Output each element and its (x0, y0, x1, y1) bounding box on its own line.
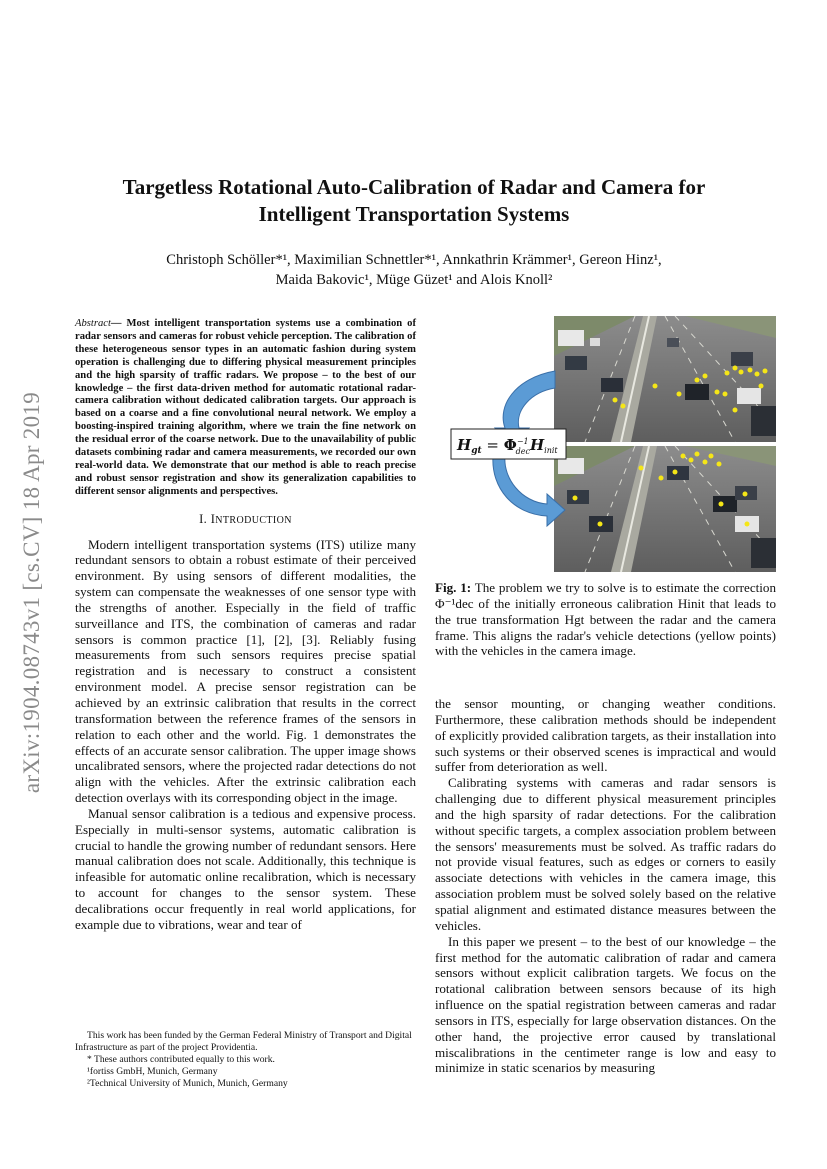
camera-image-calibrated (554, 446, 776, 572)
intro-paragraph-1: Modern intelligent transportation systems (ITS) utilize many redundant sensors to obtain a robust estimate of their perceived environment. By using sensors of different modalities, the system can compensate the weaknesses of one sensor type with the strengths of another. Especially in the field of traffic surveillance and ITS, the combination of cameras and radar sensors is common practice [1], [2], [3]. Reliably fusing measurements from such sensors requires precise spatial registration and is necessary to construct a consistent environment model. A precise sensor registration can be achieved by an extrinsic calibration that results in the correct transformation between the reference frames of the sensors in relation to each other and the world. Fig. 1 demonstrates the effects of an accurate sensor calibration. The upper image shows uncalibrated sensors, where the projected radar detections do not align with the vehicles. After the extrinsic calibration each detection overlays with its corresponding object in the image. (75, 536, 416, 806)
calibration-formula (451, 429, 566, 459)
figure-1-graphic (435, 316, 776, 576)
camera-image-uncalibrated (554, 316, 776, 442)
figure-1 (435, 316, 776, 576)
left-column (75, 318, 416, 933)
right-column (435, 696, 776, 1076)
title-line-2: Intelligent Transportation Systems (258, 202, 570, 226)
formula-rhs-sub: init (544, 446, 558, 455)
authors-line-1: Christoph Schöller*¹, Maximilian Schnettler*¹, Annkathrin Krämmer¹, Gereon Hinz¹, (166, 252, 662, 268)
arxiv-sidebar (16, 338, 48, 848)
section-heading-introduction (75, 512, 416, 529)
formula-phi-sub: dec (515, 447, 530, 456)
right-paragraph-2: Calibrating systems with cameras and radar sensors is challenging due to different physical measurement principles and the high sparsity of radar detections. For the calibration without specific targets, a complex association problem between the sensors' measurements must be solved. As traffic radars do not provide visual features, such as edges or corners to easily associate detections with vehicles in the camera image, this association problem must be solved solely based on the relative spatial alignment and estimated distance measures between the vehicles. (435, 775, 776, 933)
footnote-affiliation-2: ²Technical University of Munich, Munich, Germany (87, 1078, 288, 1089)
section-title: INTRODUCTION (210, 511, 292, 526)
paper-title (80, 174, 748, 228)
authors-line-2: Maida Bakovic¹, Müge Güzet¹ and Alois Knoll² (275, 272, 553, 288)
caption-label: Fig. 1: (435, 580, 472, 595)
formula-eq: = (481, 436, 504, 454)
title-line-1: Targetless Rotational Auto-Calibration of Radar and Camera for (122, 175, 706, 199)
author-list (80, 250, 748, 290)
section-number: I. (199, 511, 208, 526)
formula-lhs: H (457, 436, 472, 454)
abstract-text: — Most intelligent transportation systems use a combination of radar sensors and cameras for robust vehicle perception. The calibration of these heterogeneous sensor types in an automatic fashion during system operation is challenging due to differing physical measurement principles and the high sparsity of traffic radars. We propose – to the best of our knowledge – the first data-driven method for automatic rotational radar-camera calibration without dedicated calibration targets. Our approach is based on a coarse and a fine convolutional neural network. We employ a boosting-inspired training algorithm, where we train the fine network on the residual error of the coarse network. Due to the unavailability of public datasets combining radar and camera measurements, we recorded our own real-world data. We demonstrate that our method is able to reach precise and robust sensor registration and show its generalization capabilities to different sensor alignments and perspectives. (75, 318, 416, 497)
figure-1-caption (435, 580, 776, 659)
formula-phi: Φ (503, 436, 517, 454)
right-paragraph-3: In this paper we present – to the best of our knowledge – the first method for the automatic calibration of radar and camera sensors without explicit calibration targets. We focus on the rotational calibration between sensors because of its high influence on the spatial registration between cameras and radar sensors in ITS, especially for large observation distances. On the other hand, the projective error caused by translational miscalibrations in the centimeter range is low and easy to minimize in static scenarios by measuring (435, 933, 776, 1076)
footnotes (75, 1030, 416, 1090)
footnote-equal-contribution: * These authors contributed equally to this work. (87, 1054, 275, 1065)
intro-paragraph-2: Manual sensor calibration is a tedious and expensive process. Especially in multi-sensor systems, automatic calibration is crucial to handle the growing number of redundant sensors. Here manual calibration does not scale. Additionally, this technique is infeasible for automatic online recalibration, which is necessary to account for changes to the sensor system. These decalibrations occur frequently in real world applications, for example due to vibrations, wear and tear of (75, 805, 416, 932)
formula-rhs: H (529, 436, 545, 454)
abstract-lead: Abstract (75, 318, 111, 329)
formula-lhs-sub: gt (471, 446, 482, 456)
footnote-affiliation-1: ¹fortiss GmbH, Munich, Germany (87, 1066, 218, 1077)
footnote-funding: This work has been funded by the German Federal Ministry of Transport and Digital Infrastructure as part of the project Providentia. (75, 1030, 412, 1053)
caption-text: The problem we try to solve is to estimate the correction Φ⁻¹dec of the initially erroneous calibration Hinit that leads to the true transformation Hgt between the radar and the camera frame. This aligns the radar's vehicle detections (yellow points) with the vehicles in the camera image. (435, 580, 777, 659)
arxiv-identifier: arXiv:1904.08743v1 [cs.CV] 18 Apr 2019 (19, 392, 44, 794)
abstract (75, 318, 416, 499)
formula-phi-sup: −1 (516, 437, 529, 446)
right-paragraph-1: the sensor mounting, or changing weather conditions. Furthermore, these calibration methods should be independent of explicitly provided calibration targets, as their installation into such systems or their observed scenes is impractical and would suffer from deterioration as well. (435, 696, 776, 775)
